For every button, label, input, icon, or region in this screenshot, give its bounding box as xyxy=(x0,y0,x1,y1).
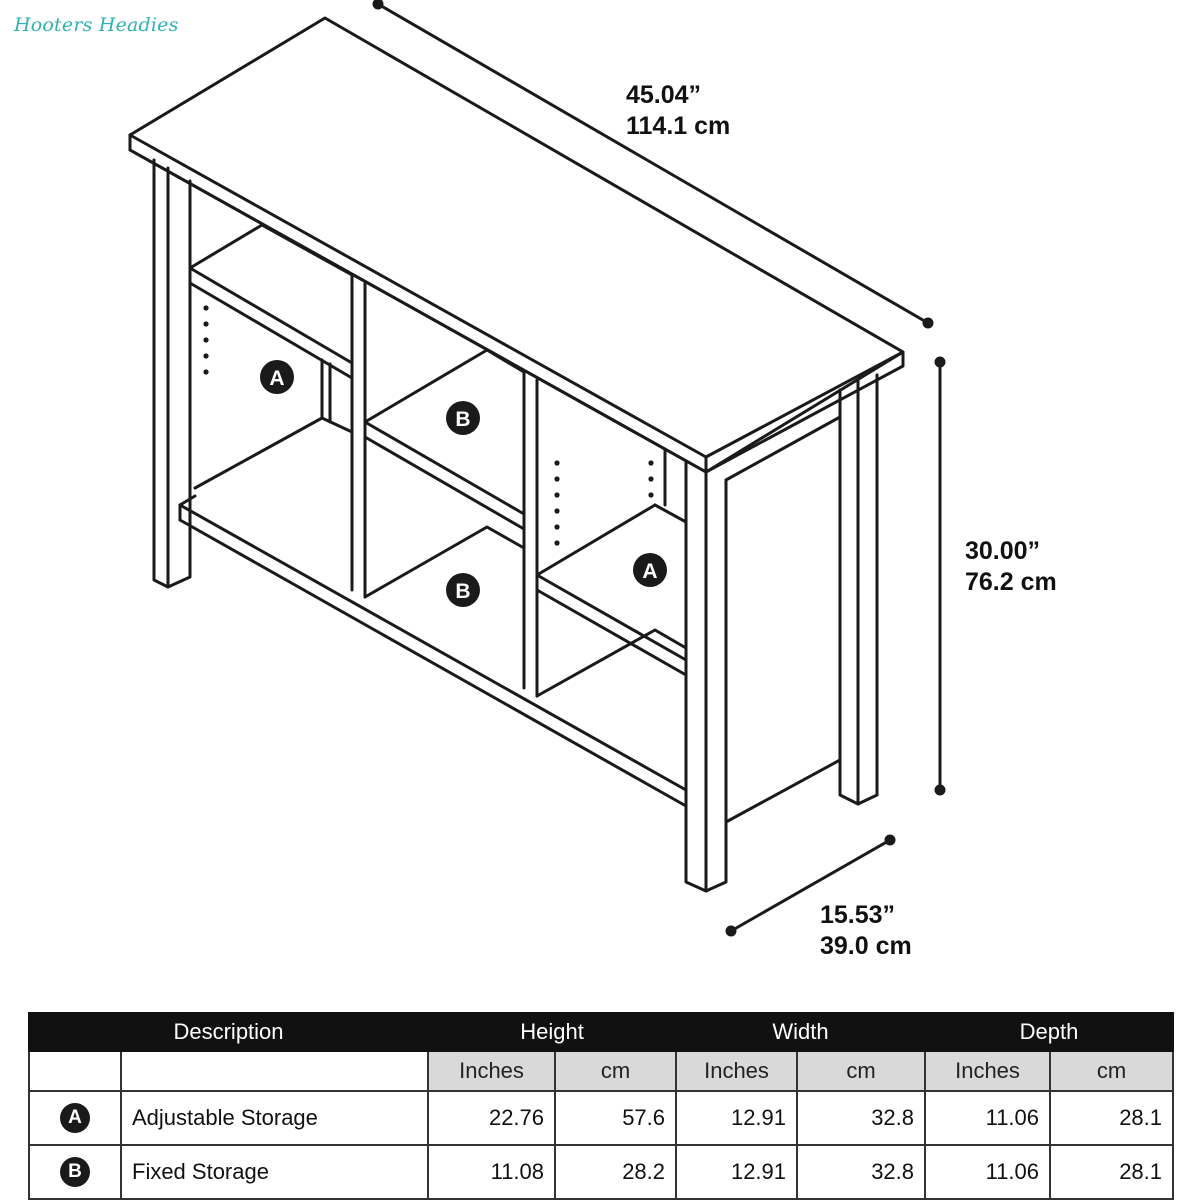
cell-depth-inches: 11.06 xyxy=(925,1091,1050,1145)
middle-fixed-shelf xyxy=(365,350,524,529)
cell-width-cm: 32.8 xyxy=(797,1091,925,1145)
table-header-row xyxy=(29,1013,1173,1051)
svg-text:B: B xyxy=(455,580,471,603)
shelf-pin-holes xyxy=(203,305,653,545)
row-description: Adjustable Storage xyxy=(121,1091,428,1145)
row-description: Fixed Storage xyxy=(121,1145,428,1199)
unit-width-cm: cm xyxy=(797,1051,925,1091)
right-divider xyxy=(524,372,537,696)
cell-width-inches: 12.91 xyxy=(676,1145,797,1199)
header-width: Width xyxy=(676,1013,925,1051)
height-dimension-label xyxy=(965,536,1057,598)
table-unit-row xyxy=(29,1051,1173,1091)
callout-badge-a-right xyxy=(633,553,667,587)
row-badge-a: A xyxy=(60,1103,90,1133)
front-right-leg xyxy=(686,462,726,891)
unit-depth-cm: cm xyxy=(1050,1051,1173,1091)
width-dimension-line xyxy=(378,4,928,323)
svg-text:A: A xyxy=(642,560,658,583)
cell-height-cm: 28.2 xyxy=(555,1145,676,1199)
cell-height-inches: 22.76 xyxy=(428,1091,555,1145)
middle-divider xyxy=(322,276,365,597)
cell-height-cm: 57.6 xyxy=(555,1091,676,1145)
brand-logo: Hooters Headies xyxy=(14,14,179,36)
width-cm: 114.1 cm xyxy=(626,112,731,140)
unit-height-cm: cm xyxy=(555,1051,676,1091)
svg-text:A: A xyxy=(269,367,285,390)
callout-badge-b-bottom xyxy=(446,573,480,607)
cell-depth-cm: 28.1 xyxy=(1050,1091,1173,1145)
cell-height-inches: 11.08 xyxy=(428,1145,555,1199)
middle-bottom-shelf xyxy=(365,527,524,597)
svg-text:B: B xyxy=(455,408,471,431)
left-adjustable-shelf xyxy=(190,225,352,378)
back-right-leg xyxy=(840,375,877,804)
unit-width-inches: Inches xyxy=(676,1051,797,1091)
unit-depth-inches: Inches xyxy=(925,1051,1050,1091)
height-cm: 76.2 cm xyxy=(965,568,1057,596)
width-dimension-label xyxy=(626,80,730,142)
depth-inches: 15.53” xyxy=(820,901,896,929)
depth-cm: 39.0 cm xyxy=(820,932,912,960)
cell-width-inches: 12.91 xyxy=(676,1091,797,1145)
right-side-panel xyxy=(726,417,840,822)
callout-badge-a-left xyxy=(260,360,294,394)
storage-dimensions-table xyxy=(28,1012,1174,1200)
table-row xyxy=(29,1145,1173,1199)
unit-height-inches: Inches xyxy=(428,1051,555,1091)
header-description: Description xyxy=(29,1013,428,1051)
callout-badge-b-top xyxy=(446,401,480,435)
header-depth: Depth xyxy=(925,1013,1173,1051)
bottom-rail xyxy=(180,496,686,806)
header-height: Height xyxy=(428,1013,676,1051)
left-bottom-shelf xyxy=(195,418,352,488)
depth-dimension-label xyxy=(820,900,912,962)
table-row xyxy=(29,1091,1173,1145)
cell-depth-inches: 11.06 xyxy=(925,1145,1050,1199)
right-adjustable-shelf xyxy=(537,505,686,675)
cell-depth-cm: 28.1 xyxy=(1050,1145,1173,1199)
width-inches: 45.04” xyxy=(626,81,702,109)
tabletop xyxy=(130,18,903,472)
height-inches: 30.00” xyxy=(965,537,1041,565)
cell-width-cm: 32.8 xyxy=(797,1145,925,1199)
row-badge-b: B xyxy=(60,1157,90,1187)
